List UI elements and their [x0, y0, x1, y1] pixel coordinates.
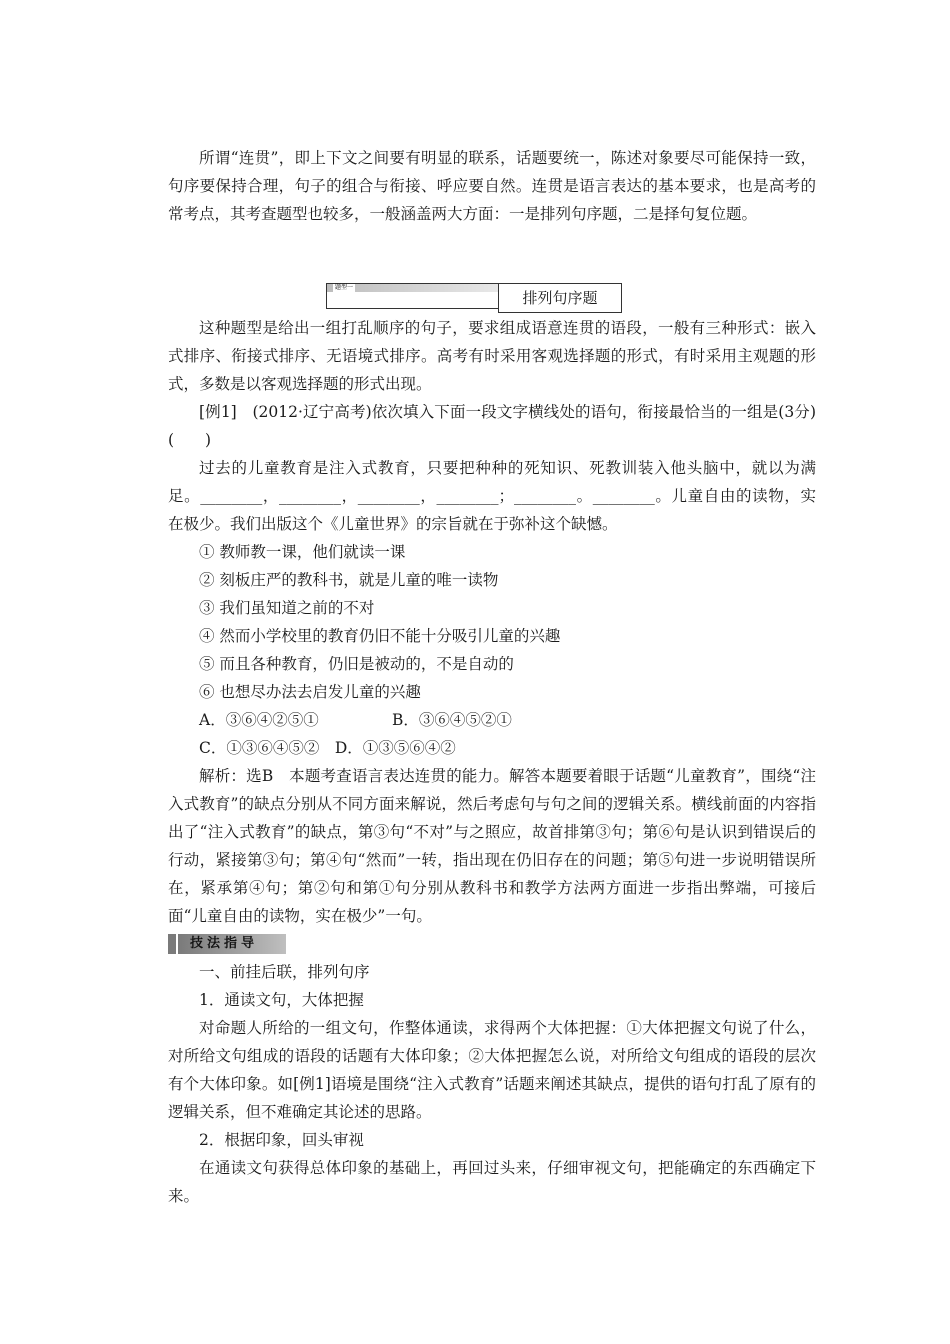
options-row-ab [168, 706, 816, 734]
step2-title: 2．根据印象，回头审视 [199, 1131, 364, 1149]
option-a: A．③⑥④②⑤① [199, 711, 319, 729]
skill-guide-label: 技法指导 [190, 936, 259, 951]
document-body [168, 144, 816, 1210]
type-label-box [326, 283, 498, 309]
example-stem: [例1] (2012·辽宁高考)依次填入下面一段文字横线处的语句，衔接最恰当的一组是(3分)( ) [168, 403, 816, 449]
type-title: 排列句序题 [498, 283, 622, 313]
example-passage: 过去的儿童教育是注入式教育，只要把种种的死知识、死教训装入他头脑中，就以为满足。________，________，________，________；________。________。儿童自由的读物，实在极少。我们出版这个《儿童世界》的宗旨就在于弥补这个缺憾。 [168, 459, 816, 533]
skill-guide-bar [168, 934, 286, 954]
example-item-2: ② 刻板庄严的教科书，就是儿童的唯一读物 [199, 571, 499, 589]
example-item-5: ⑤ 而且各种教育，仍旧是被动的，不是自动的 [199, 655, 514, 673]
intro-paragraph: 所谓“连贯”，即上下文之间要有明显的联系，话题要统一，陈述对象要尽可能保持一致，句序要保持合理，句子的组合与衔接、呼应要自然。连贯是语言表达的基本要求，也是高考的常考点，其考查题型也较多，一般涵盖两大方面：一是排列句序题，二是择句复位题。 [168, 149, 816, 223]
step1-title: 1．通读文句，大体把握 [199, 991, 364, 1009]
example-item-6: ⑥ 也想尽办法去启发儿童的兴趣 [199, 683, 421, 701]
option-b: B．③⑥④⑤②① [392, 711, 512, 729]
example-analysis: 解析：选B 本题考查语言表达连贯的能力。解答本题要着眼于话题“儿童教育”，围绕“注入式教育”的缺点分别从不同方面来解说，然后考虑句与句之间的逻辑关系。横线前面的内容指出了“注入式教育”的缺点，第③句“不对”与之照应，故首排第③句；第⑥句是认识到错误后的行动，紧接第③句；第④句“然而”一转，指出现在仍旧存在的问题；第⑤句进一步说明错误所在，紧承第④句；第②句和第①句分别从教科书和教学方法两方面进一步指出弊端，可接后面“儿童自由的读物，实在极少”一句。 [168, 767, 816, 925]
type-tag: 题型一 [335, 284, 354, 291]
example-item-3: ③ 我们虽知道之前的不对 [199, 599, 375, 617]
step2-text: 在通读文句获得总体印象的基础上，再回过头来，仔细审视文句，把能确定的东西确定下来。 [168, 1159, 816, 1205]
example-item-1: ① 教师教一课，他们就读一课 [199, 543, 406, 561]
example-item-4: ④ 然而小学校里的教育仍旧不能十分吸引儿童的兴趣 [199, 627, 561, 645]
step1-text: 对命题人所给的一组文句，作整体通读，求得两个大体把握：①大体把握文句说了什么，对所给文句组成的语段的话题有大体印象；②大体把握怎么说，对所给文句组成的语段的层次有个大体印象。如[例1]语境是围绕“注入式教育”话题来阐述其缺点，提供的语句打乱了原有的逻辑关系，但不难确定其论述的思路。 [168, 1019, 816, 1121]
skill-heading: 一、前挂后联，排列句序 [199, 963, 370, 981]
options-cd: C．①③⑥④⑤② D．①③⑤⑥④② [199, 739, 456, 757]
type-description: 这种题型是给出一组打乱顺序的句子，要求组成语意连贯的语段，一般有三种形式：嵌入式排序、衔接式排序、无语境式排序。高考有时采用客观选择题的形式，有时采用主观题的形式，多数是以客观选择题的形式出现。 [168, 319, 816, 393]
section-gap [168, 228, 816, 280]
question-type-header [168, 280, 816, 314]
